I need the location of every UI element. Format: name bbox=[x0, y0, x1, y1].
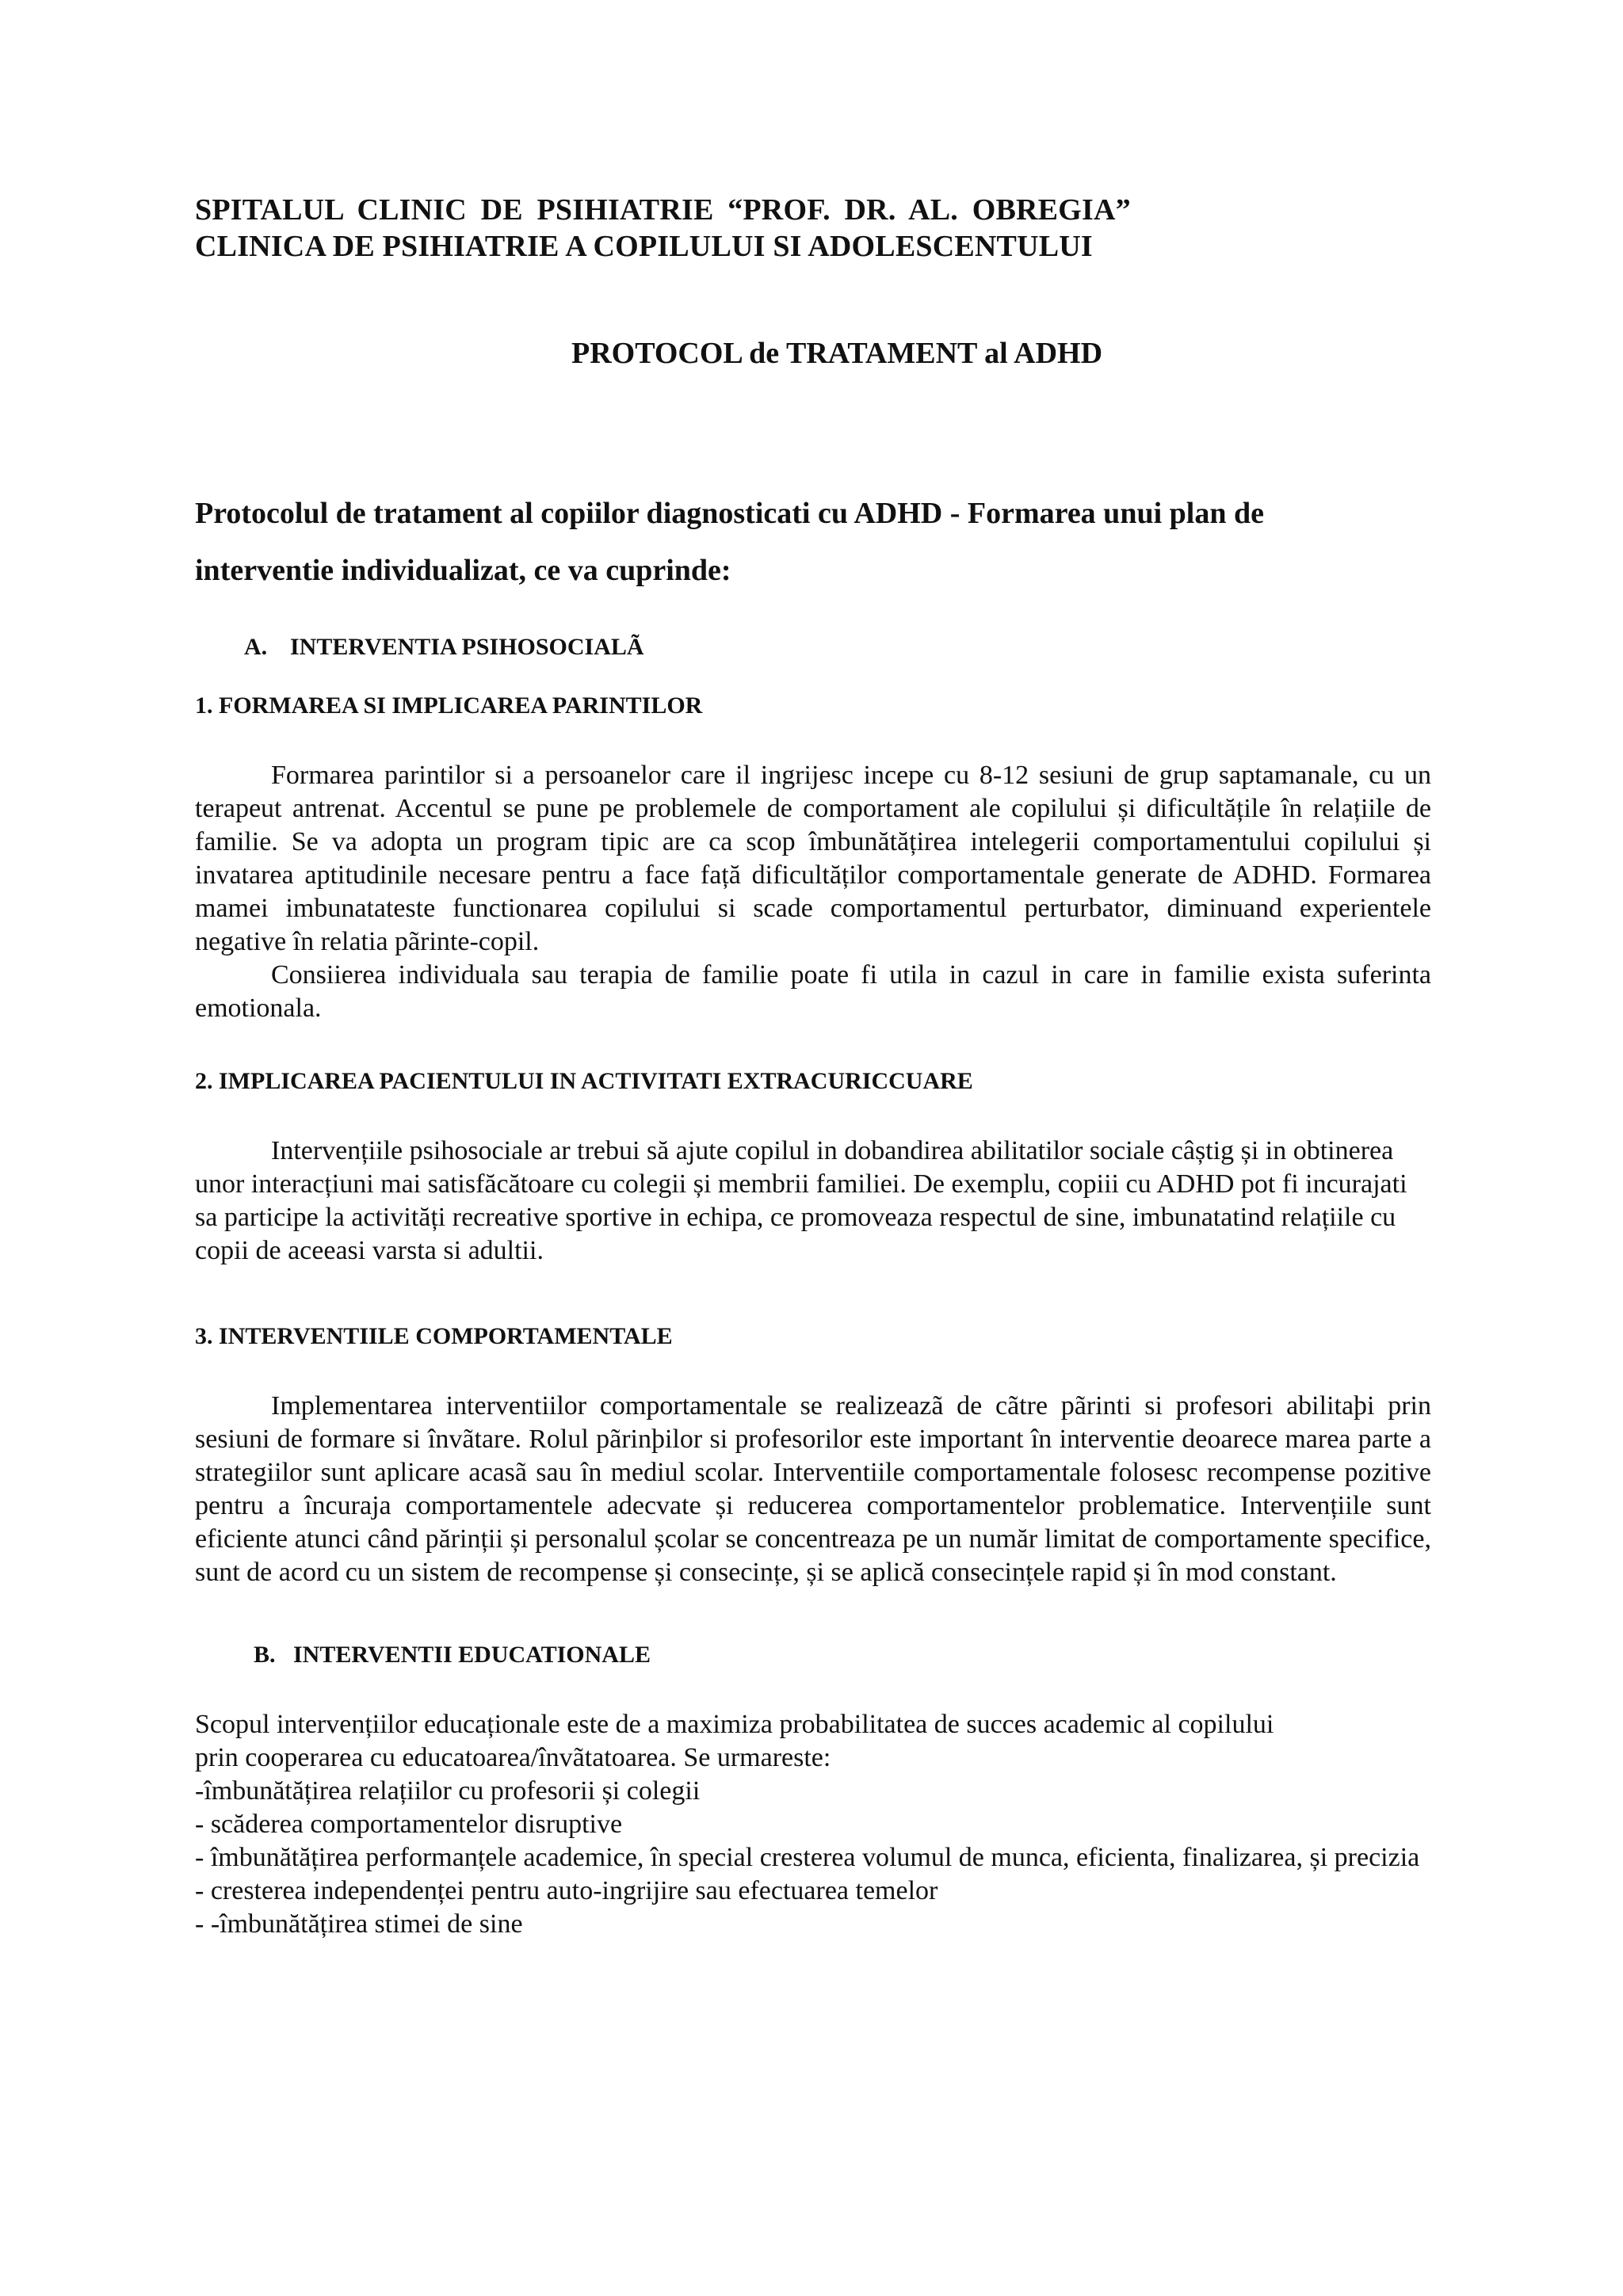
section-a-marker: A. bbox=[244, 634, 268, 660]
list-item: - -îmbunătățirea stimei de sine bbox=[195, 1909, 523, 1939]
subsection-1-paragraph-2: Consiierea individuala sau terapia de familie poate fi utila in cazul in care in familie exista suferinta emotionala. bbox=[195, 960, 1431, 1023]
section-b-intro bbox=[195, 1708, 1431, 1941]
list-item: - cresterea independenței pentru auto-ingrijire sau efectuarea temelor bbox=[195, 1876, 938, 1905]
subsection-1-paragraph-1: Formarea parintilor si a persoanelor care il ingrijesc incepe cu 8-12 sesiuni de grup saptamanale, cu un terapeut antrenat. Accentul se pune pe problemele de comportament ale copilului și dificultățile în relațiile de familie. Se va adopta un program tipic are ca scop îmbunătățirea intelegerii comportamentului copilului și invatarea aptitudinile necesare pentru a face față dificultăților comportamentale generate de ADHD. Formarea mamei imbunatateste functionarea copilului si scade comportamentul perturbator, diminuand experientele negative în relatia pãrinte-copil. bbox=[195, 761, 1431, 956]
subsection-3-title: 3. INTERVENTIILE COMPORTAMENTALE bbox=[195, 1323, 673, 1349]
subsection-2-title: 2. IMPLICAREA PACIENTULUI IN ACTIVITATI EXTRACURICCUARE bbox=[195, 1068, 973, 1094]
main-heading: Protocolul de tratament al copiilor diagnosticati cu ADHD - Formarea unui plan de interventie individualizat, ce va cuprinde: bbox=[195, 497, 1264, 587]
list-item: - îmbunătățirea performanțele academice, în special cresterea volumul de munca, eficienta, finalizarea, și precizia bbox=[195, 1843, 1420, 1872]
section-b-intro-line-1: Scopul intervențiilor educaționale este de a maximiza probabilitatea de succes academic al copilului bbox=[195, 1710, 1274, 1739]
document-title: PROTOCOL de TRATAMENT al ADHD bbox=[571, 337, 1103, 370]
section-b-title: INTERVENTII EDUCATIONALE bbox=[293, 1642, 651, 1668]
subsection-1-title: 1. FORMAREA SI IMPLICAREA PARINTILOR bbox=[195, 692, 703, 719]
section-b-heading bbox=[254, 1642, 1431, 1669]
section-a-title: INTERVENTIA PSIHOSOCIALÃ bbox=[290, 634, 644, 660]
document-body bbox=[195, 192, 1431, 1941]
objectives-list bbox=[195, 1775, 1431, 1941]
subsection-2-paragraph-1: Intervențiile psihosociale ar trebui să ajute copilul in dobandirea abilitatilor sociale câștig și in obtinerea unor interacțiuni mai satisfăcătoare cu colegii și membrii familiei. De exemplu, copiii cu ADHD pot fi incurajati sa participe la activități recreative sportive in echipa, ce promoveaza respectul de sine, imbunatatind relațiile cu copii de aceeasi varsta si adultii. bbox=[195, 1136, 1407, 1265]
institution-header bbox=[195, 192, 1431, 265]
list-item: -îmbunătățirea relațiilor cu profesorii și colegii bbox=[195, 1776, 701, 1806]
clinic-name: CLINICA DE PSIHIATRIE A COPILULUI SI ADOLESCENTULUI bbox=[195, 230, 1093, 263]
section-b-intro-line-2: prin cooperarea cu educatoarea/învãtatoarea. Se urmareste: bbox=[195, 1743, 831, 1772]
section-b-marker: B. bbox=[254, 1642, 276, 1668]
list-item: - scăderea comportamentelor disruptive bbox=[195, 1810, 623, 1839]
institution-name: SPITALUL CLINIC DE PSIHIATRIE “PROF. DR. AL. OBREGIA” bbox=[195, 193, 1131, 227]
subsection-3-paragraph-1: Implementarea interventiilor comportamentale se realizeazã de cãtre pãrinti si profesori abilitaþi prin sesiuni de formare si învãtare. Rolul pãrinþilor si profesorilor este important în interventie deoarece marea parte a strategiilor sunt aplicare acasã sau în mediul scolar. Interventiile comportamentale folosesc recompense pozitive pentru a încuraja comportamentele adecvate și reducerea comportamentelor problematice. Intervențiile sunt eficiente atunci când părinții și personalul școlar se concentreaza pe un număr limitat de comportamente specifice, sunt de acord cu un sistem de recompense și consecințe, și se aplică consecințele rapid și în mod constant. bbox=[195, 1391, 1431, 1587]
section-a-heading bbox=[244, 634, 1431, 661]
